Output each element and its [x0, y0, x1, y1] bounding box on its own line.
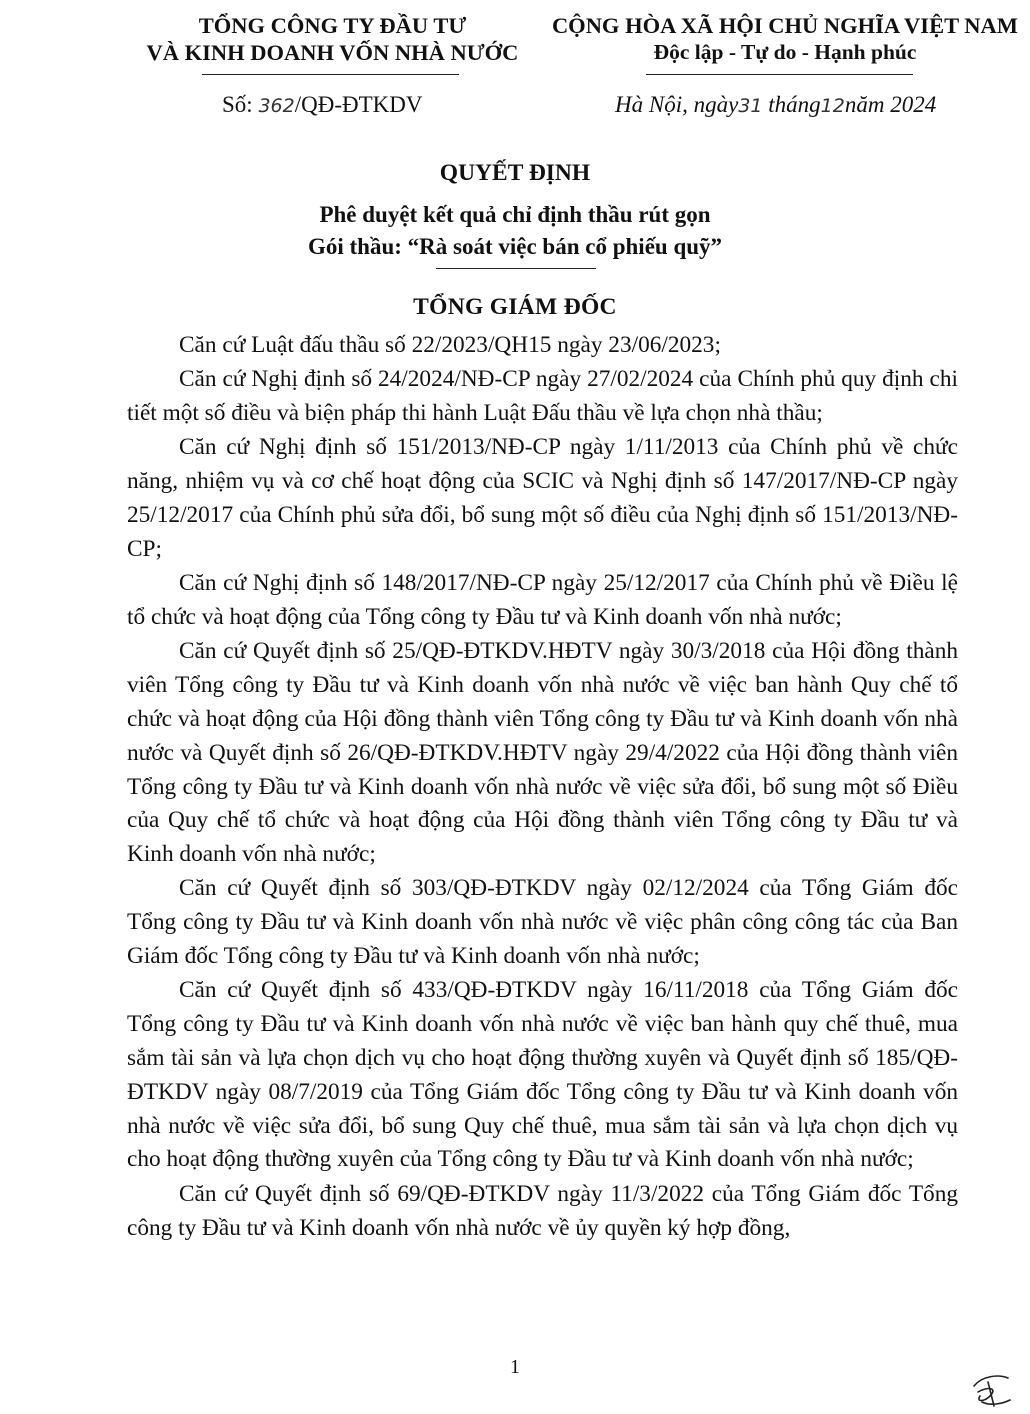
issuing-organization: [130, 12, 535, 66]
issuing-authority: TỔNG GIÁM ĐỐC: [413, 294, 617, 320]
decision-title: QUYẾT ĐỊNH: [439, 160, 591, 186]
handwritten-number: 362: [258, 95, 295, 117]
motto-underline: [646, 74, 913, 75]
document-number: [222, 90, 422, 121]
date-place: Hà Nội, ngày: [615, 92, 739, 117]
state-line-2: Độc lập - Tự do - Hạnh phúc: [653, 40, 917, 64]
date-year: năm 2024: [844, 92, 937, 117]
handwritten-day: 31: [738, 95, 763, 117]
org-underline: [202, 74, 459, 75]
paragraph: Căn cứ Quyết định số 25/QĐ-ĐTKDV.HĐTV ngày 30/3/2018 của Hội đồng thành viên Tổng công ty Đầu tư và Kinh doanh vốn nhà nước về việc ban hành Quy chế tổ chức và hoạt động của Hội đồng thành viên Tổng công ty Đầu tư và Kinh doanh vốn nhà nước và Quyết định số 26/QĐ-ĐTKDV.HĐTV ngày 29/4/2022 của Hội đồng thành viên Tổng công ty Đầu tư và Kinh doanh vốn nhà nước về việc sửa đổi, bổ sung một số Điều của Quy chế tổ chức và hoạt động của Hội đồng thành viên Tổng công ty Đầu tư và Kinh doanh vốn nhà nước;: [127, 638, 958, 868]
number-prefix: Số:: [222, 92, 253, 117]
document-date: [615, 90, 936, 121]
paragraph: Căn cứ Quyết định số 303/QĐ-ĐTKDV ngày 02/12/2024 của Tổng Giám đốc Tổng công ty Đầu tư và Kinh doanh vốn nhà nước về việc phân công công tác của Ban Giám đốc Tổng công ty Đầu tư và Kinh doanh vốn nhà nước;: [127, 875, 958, 970]
paragraph: Căn cứ Nghị định số 24/2024/NĐ-CP ngày 27/02/2024 của Chính phủ quy định chi tiết một số điều và biện pháp thi hành Luật Đấu thầu về lựa chọn nhà thầu;: [127, 366, 958, 427]
paragraph: Căn cứ Luật đấu thầu số 22/2023/QH15 ngày 23/06/2023;: [179, 332, 721, 358]
paragraph: Căn cứ Nghị định số 151/2013/NĐ-CP ngày 1/11/2013 của Chính phủ về chức năng, nhiệm vụ và cơ chế hoạt động của SCIC và Nghị định số 147/2017/NĐ-CP ngày 25/12/2017 của Chính phủ sửa đổi, bổ sung một số điều của Nghị định số 151/2013/NĐ-CP;: [127, 434, 958, 562]
number-suffix: /QĐ-ĐTKDV: [294, 92, 423, 117]
paragraph: Căn cứ Nghị định số 148/2017/NĐ-CP ngày 25/12/2017 của Chính phủ về Điều lệ tổ chức và hoạt động của Tổng công ty Đầu tư và Kinh doanh vốn nhà nước;: [127, 570, 958, 631]
decision-subtitle-2: Gói thầu: “Rà soát việc bán cổ phiếu quỹ”: [307, 234, 723, 259]
paragraph: Căn cứ Quyết định số 69/QĐ-ĐTKDV ngày 11/3/2022 của Tổng Giám đốc Tổng công ty Đầu tư và Kinh doanh vốn nhà nước về ủy quyền ký hợp đồng,: [127, 1180, 958, 1241]
national-motto: [545, 12, 1025, 66]
title-underline: [436, 268, 596, 269]
state-line-1: CỘNG HÒA XÃ HỘI CHỦ NGHĨA VIỆT NAM: [551, 13, 1019, 38]
page-number: 1: [510, 1356, 520, 1378]
date-month-word: tháng: [768, 92, 821, 117]
org-line-2: VÀ KINH DOANH VỐN NHÀ NƯỚC: [146, 40, 519, 65]
org-line-1: TỔNG CÔNG TY ĐẦU TƯ: [198, 13, 467, 38]
paragraph: Căn cứ Quyết định số 433/QĐ-ĐTKDV ngày 16/11/2018 của Tổng Giám đốc Tổng công ty Đầu tư và Kinh doanh vốn nhà nước về việc ban hành quy chế thuê, mua sắm tài sản và lựa chọn dịch vụ cho hoạt động thường xuyên và Quyết định số 185/QĐ-ĐTKDV ngày 08/7/2019 của Tổng Giám đốc Tổng công ty Đầu tư và Kinh doanh vốn nhà nước về việc sửa đổi, bổ sung Quy chế thuê, mua sắm tài sản và lựa chọn dịch vụ cho hoạt động thường xuyên của Tổng công ty Đầu tư và Kinh doanh vốn nhà nước;: [127, 977, 958, 1173]
legal-basis-body: [127, 329, 958, 1246]
initial-signature-icon: [968, 1372, 1014, 1410]
decision-subtitle-1: Phê duyệt kết quả chỉ định thầu rút gọn: [319, 202, 711, 227]
handwritten-month: 12: [820, 95, 845, 117]
